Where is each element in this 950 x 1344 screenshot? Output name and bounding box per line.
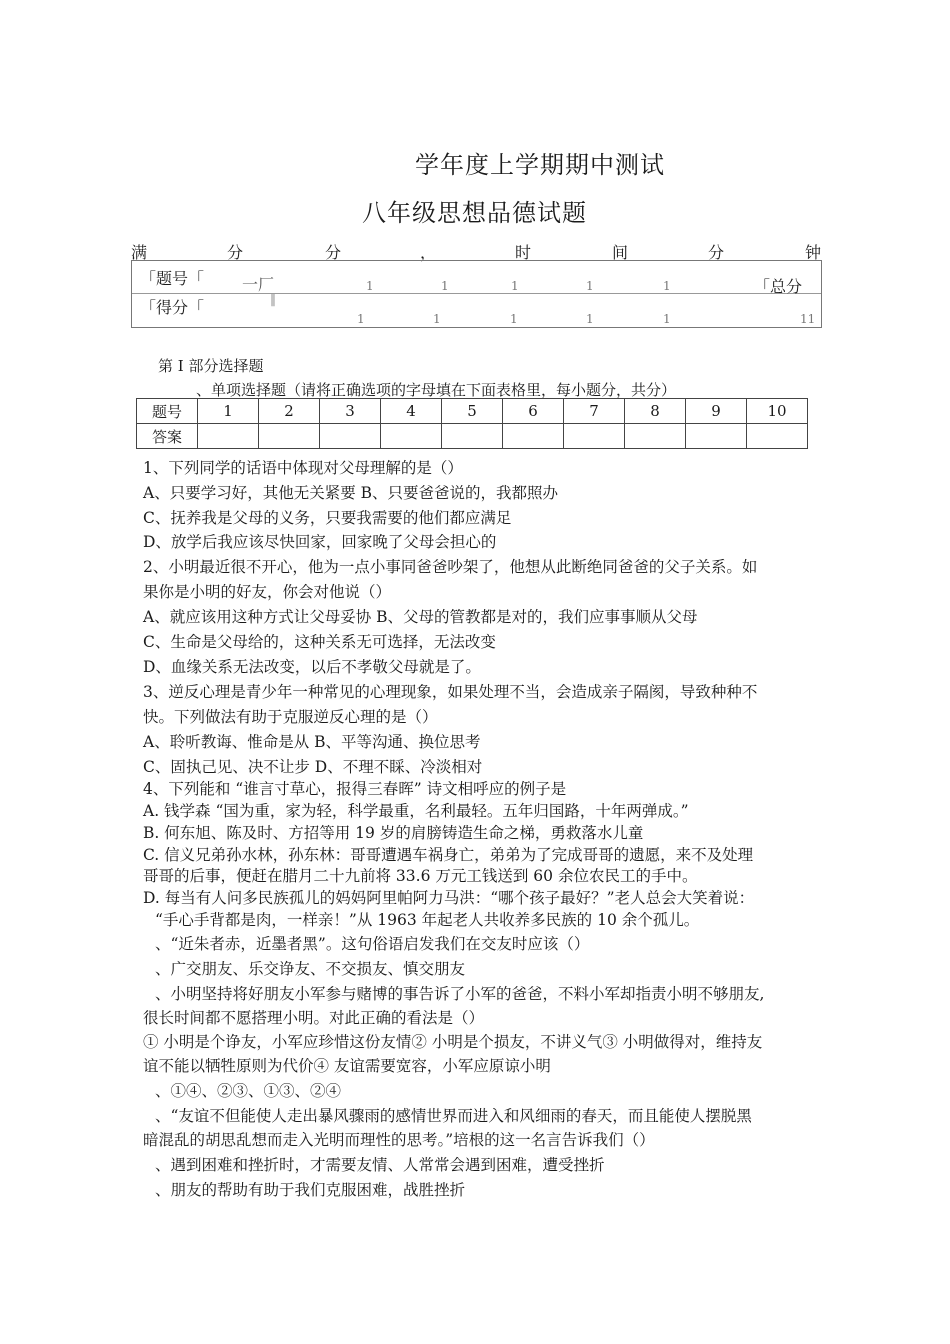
score-row-mark: 一厂 <box>242 275 275 294</box>
header-char: 分 <box>325 243 342 262</box>
question-number: 4 <box>381 399 442 424</box>
question-line: D、血缘关系无法改变，以后不孝敬父母就是了。 <box>143 658 481 676</box>
score-cell: 1 <box>441 279 449 293</box>
question-number: 3 <box>320 399 381 424</box>
header-char: 满 <box>131 243 148 262</box>
question-line: “手心手背都是肉，一样亲！”从 1963 年起老人共收养多民族的 10 余个孤儿。 <box>155 911 700 929</box>
question-line: C、固执己见、决不让步 D、不理不睬、冷淡相对 <box>143 758 483 776</box>
answer-cell[interactable] <box>747 424 808 449</box>
question-number: 10 <box>747 399 808 424</box>
question-line: 、“友谊不但能使人走出暴风骤雨的感情世界而进入和风细雨的春天，而且能使人摆脱黑 <box>155 1107 752 1125</box>
score-row-mark: ‖ <box>270 292 276 306</box>
score-cell: 1 <box>510 312 518 326</box>
question-line: 暗混乱的胡思乱想而走入光明而理性的思考。”培根的这一名言告诉我们（） <box>143 1131 655 1149</box>
question-number: 6 <box>503 399 564 424</box>
score-cell: 1 <box>433 312 441 326</box>
question-number: 1 <box>198 399 259 424</box>
answer-cell[interactable] <box>198 424 259 449</box>
question-line: 、“近朱者赤，近墨者黑”。这句俗语启发我们在交友时应该（） <box>155 935 590 953</box>
question-number: 9 <box>686 399 747 424</box>
score-table <box>131 260 822 328</box>
score-cell: 1 <box>586 279 594 293</box>
score-cell: 1 <box>511 279 519 293</box>
header-char: ， <box>420 243 437 262</box>
score-cell: 1 <box>663 279 671 293</box>
score-cell: 1 <box>663 312 671 326</box>
question-line: 、广交朋友、乐交诤友、不交损友、慎交朋友 <box>155 960 466 978</box>
question-line: A. 钱学森 “国为重，家为轻，科学最重，名利最轻。五年归国路，十年两弹成。” <box>143 802 689 820</box>
question-line: 、小明坚持将好朋友小军参与赌博的事告诉了小军的爸爸，不料小军却指责小明不够朋友, <box>155 985 765 1003</box>
question-line: 2、小明最近很不开心，他为一点小事同爸爸吵架了，他想从此断绝同爸爸的父子关系。如 <box>143 558 758 576</box>
answer-cell[interactable] <box>686 424 747 449</box>
score-cell: 11 <box>800 312 816 326</box>
question-line: 、遇到困难和挫折时，才需要友情、人常常会遇到困难，遭受挫折 <box>155 1156 605 1174</box>
question-line: A、只要学习好，其他无关紧要 B、只要爸爸说的，我都照办 <box>143 484 559 502</box>
instruction: 、单项选择题（请将正确选项的字母填在下面表格里，每小题分，共分） <box>196 381 677 399</box>
answer-table-row <box>137 424 808 449</box>
question-number: 8 <box>625 399 686 424</box>
answer-cell[interactable] <box>503 424 564 449</box>
score-table-divider <box>132 293 821 294</box>
score-row-label: 「得分「 <box>140 298 205 317</box>
question-line: D. 每当有人问多民族孤儿的妈妈阿里帕阿力马洪：“哪个孩子最好？”老人总会大笑着说： <box>143 889 755 907</box>
answer-cell[interactable] <box>442 424 503 449</box>
answer-table-header: 题号 <box>137 399 198 424</box>
question-line: 很长时间都不愿搭理小明。对此正确的看法是（） <box>143 1009 485 1027</box>
header-char: 时 <box>515 243 532 262</box>
question-line: 果你是小明的好友，你会对他说（） <box>143 583 392 601</box>
question-line: 哥哥的后事，便赶在腊月二十九前将 33.6 万元工钱送到 60 余位农民工的手中。 <box>143 867 698 885</box>
total-score-label: 「总分 <box>754 277 803 296</box>
question-line: 3、逆反心理是青少年一种常见的心理现象，如果处理不当，会造成亲子隔阂，导致种种不 <box>143 683 758 701</box>
question-number: 5 <box>442 399 503 424</box>
question-line: 、朋友的帮助有助于我们克服困难，战胜挫折 <box>155 1181 466 1199</box>
question-number: 2 <box>259 399 320 424</box>
answer-table-header: 答案 <box>137 424 198 449</box>
answer-cell[interactable] <box>320 424 381 449</box>
score-row-label: 「题号「 <box>140 269 205 288</box>
answer-cell[interactable] <box>625 424 686 449</box>
question-number: 7 <box>564 399 625 424</box>
answer-table <box>136 398 808 449</box>
question-line: 快。下列做法有助于克服逆反心理的是（） <box>143 708 438 726</box>
question-line: D、放学后我应该尽快回家，回家晚了父母会担心的 <box>143 533 497 551</box>
score-cell: 1 <box>586 312 594 326</box>
header-char: 钟 <box>805 243 822 262</box>
question-line: C、生命是父母给的，这种关系无可选择，无法改变 <box>143 633 496 651</box>
question-line: A、聆听教诲、惟命是从 B、平等沟通、换位思考 <box>143 733 481 751</box>
answer-cell[interactable] <box>259 424 320 449</box>
answer-cell[interactable] <box>564 424 625 449</box>
question-line: A、就应该用这种方式让父母妥协 B、父母的管教都是对的，我们应事事顺从父母 <box>143 608 698 626</box>
question-line: 1、下列同学的话语中体现对父母理解的是（） <box>143 459 463 477</box>
question-line: 4、下列能和 “谁言寸草心，报得三春晖” 诗文相呼应的例子是 <box>143 780 567 798</box>
question-line: 谊不能以牺牲原则为代价④ 友谊需要宽容，小军应原谅小明 <box>143 1057 551 1075</box>
question-line: 、①④、②③、①③、②④ <box>155 1082 342 1100</box>
exam-title: 学年度上学期期中测试 <box>415 151 665 179</box>
exam-subtitle: 八年级思想品德试题 <box>362 199 587 227</box>
question-line: ① 小明是个诤友，小军应珍惜这份友情② 小明是个损友，不讲义气③ 小明做得对，维持友 <box>143 1033 763 1051</box>
header-char: 分 <box>227 243 244 262</box>
question-line: B. 何东旭、陈及时、方招等用 19 岁的肩膀铸造生命之梯，勇救落水儿童 <box>143 824 644 842</box>
answer-cell[interactable] <box>381 424 442 449</box>
header-char: 分 <box>708 243 725 262</box>
score-cell: 1 <box>357 312 365 326</box>
header-char: 间 <box>612 243 629 262</box>
section-title: 第 I 部分选择题 <box>158 357 264 375</box>
question-line: C、抚养我是父母的义务，只要我需要的他们都应满足 <box>143 509 512 527</box>
answer-table-row <box>137 399 808 424</box>
question-line: C. 信义兄弟孙水林，孙东林：哥哥遭遇车祸身亡，弟弟为了完成哥哥的遗愿，来不及处理 <box>143 846 754 864</box>
score-cell: 1 <box>366 279 374 293</box>
